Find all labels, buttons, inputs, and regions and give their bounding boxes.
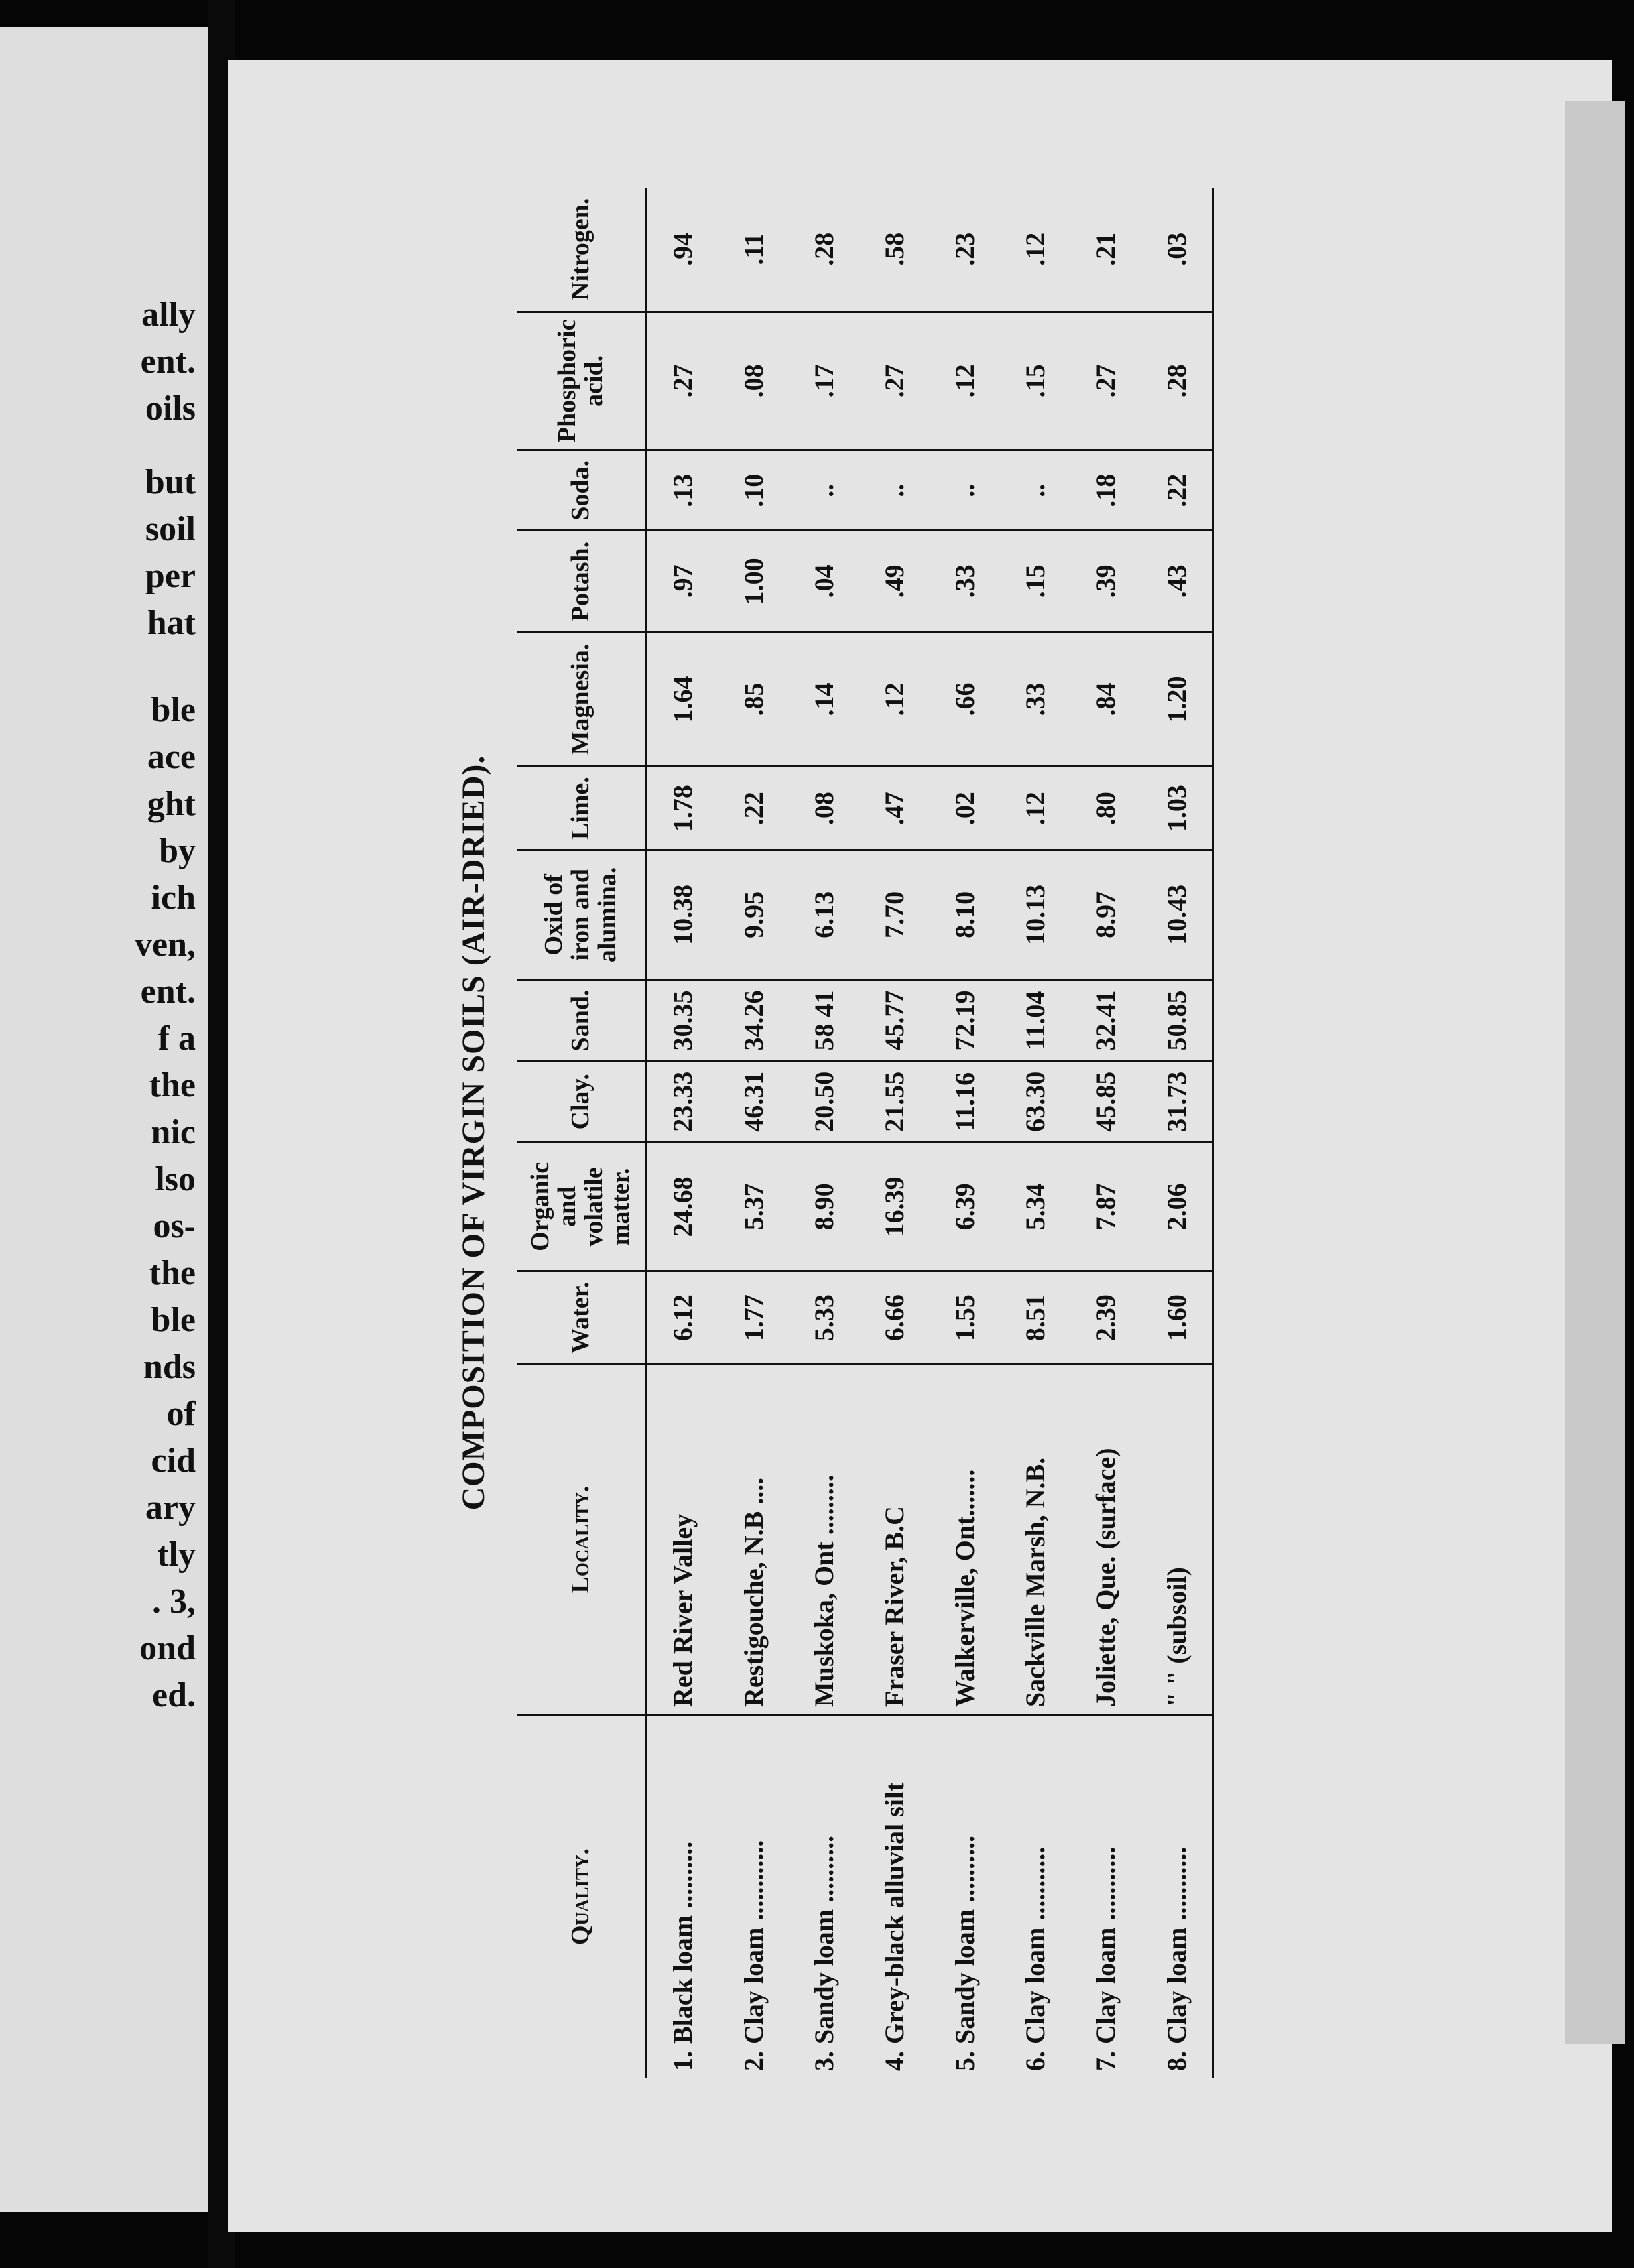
cell-clay: 31.73: [1141, 1062, 1213, 1142]
cell-locality: Fraser River, B.C: [859, 1365, 930, 1715]
cell-quality: 5. Sandy loam ..........: [950, 1835, 981, 2071]
previous-page-text-fragment: nic: [151, 1113, 196, 1151]
cell-quality: 2. Clay loam ............: [738, 1840, 769, 2071]
cell-water: 5.33: [789, 1271, 859, 1365]
previous-page-text-fragment: nds: [143, 1348, 196, 1386]
cell-nitrogen: .21: [1070, 188, 1141, 312]
cell-magnesia: .14: [789, 632, 859, 767]
cell-quality: 8. Clay loam ...........: [1141, 1715, 1213, 2078]
header-lime: Lime.: [517, 767, 646, 850]
cell-potash: .33: [930, 531, 1000, 632]
cell-organic: 6.39: [930, 1142, 1000, 1271]
cell-sand: 30.35: [646, 979, 718, 1061]
header-magnesia: Magnesia.: [517, 632, 646, 767]
cell-oxid: 8.10: [930, 850, 1000, 979]
cell-phosphoric: .28: [1141, 312, 1213, 450]
cell-phosphoric: .27: [1070, 312, 1141, 450]
table-wrapper: [517, 188, 1214, 2078]
cell-organic: 2.06: [1141, 1142, 1213, 1271]
cell-water: 8.51: [1000, 1271, 1070, 1365]
cell-lime: .80: [1070, 767, 1141, 850]
cell-clay: 23.33: [646, 1062, 718, 1142]
cell-quality: 7. Clay loam ...........: [1090, 1846, 1121, 2071]
cell-lime: .47: [859, 767, 930, 850]
cell-soda: ..: [930, 450, 1000, 531]
previous-page-text-fragment: hat: [147, 604, 196, 642]
cell-nitrogen: .23: [930, 188, 1000, 312]
cell-magnesia: .12: [859, 632, 930, 767]
cell-organic: 7.87: [1070, 1142, 1141, 1271]
cell-phosphoric: .12: [930, 312, 1000, 450]
cell-sand: 45.77: [859, 979, 930, 1061]
table-row: [718, 188, 788, 2078]
table-row: [646, 188, 718, 2078]
cell-oxid: 10.13: [1000, 850, 1070, 979]
previous-page-text-fragment: . 3,: [152, 1582, 196, 1621]
previous-page-text-fragment: ond: [139, 1629, 196, 1667]
cell-magnesia: .85: [718, 632, 788, 767]
previous-page-strip: [0, 27, 208, 2212]
cell-water: 1.60: [1141, 1271, 1213, 1365]
table-title: COMPOSITION OF VIRGIN SOILS (AIR-DRIED).: [456, 755, 491, 1511]
table-row: [930, 188, 1000, 2078]
cell-phosphoric: .17: [789, 312, 859, 450]
previous-page-text-fragment: f a: [158, 1019, 196, 1058]
cell-soda: ..: [859, 450, 930, 531]
header-quality: Quality.: [517, 1715, 646, 2078]
cell-sand: 34.26: [718, 979, 788, 1061]
cell-locality: Sackville Marsh, N.B.: [1000, 1365, 1070, 1715]
cell-nitrogen: .12: [1000, 188, 1070, 312]
cell-water: 1.77: [718, 1271, 788, 1365]
cell-quality: 4. Grey-black alluvial silt: [879, 1782, 909, 2071]
cell-phosphoric: .15: [1000, 312, 1070, 450]
soil-composition-table: [517, 188, 1214, 2078]
previous-page-text-fragment: ent.: [140, 972, 196, 1011]
cell-nitrogen: .28: [789, 188, 859, 312]
cell-soda: .13: [646, 450, 718, 531]
cell-sand: 50.85: [1141, 979, 1213, 1061]
previous-page-text-fragment: the: [149, 1066, 196, 1105]
cell-lime: 1.78: [646, 767, 718, 850]
table-row: [1000, 188, 1070, 2078]
previous-page-text-fragment: ble: [151, 1301, 196, 1339]
header-potash: Potash.: [517, 531, 646, 632]
previous-page-text-fragment: by: [159, 832, 196, 870]
previous-page-text-fragment: ble: [151, 691, 196, 729]
table-row: [859, 188, 930, 2078]
cell-water: 1.55: [930, 1271, 1000, 1365]
previous-page-text-fragment: ich: [151, 879, 196, 917]
cell-soda: .22: [1141, 450, 1213, 531]
cell-locality: Red River Valley: [646, 1365, 718, 1715]
previous-page-text-fragment: soil: [145, 510, 196, 548]
cell-potash: .15: [1000, 531, 1070, 632]
previous-page-text-fragment: ace: [147, 738, 196, 776]
cell-sand: 58 41: [789, 979, 859, 1061]
previous-page-text-fragment: but: [145, 463, 196, 501]
cell-locality: Muskoka, Ont .........: [789, 1365, 859, 1715]
cell-soda: .18: [1070, 450, 1141, 531]
previous-page-text-fragment: the: [149, 1254, 196, 1292]
cell-clay: 11.16: [930, 1062, 1000, 1142]
cell-water: 6.12: [646, 1271, 718, 1365]
cell-soda: .10: [718, 450, 788, 531]
cell-potash: 1.00: [718, 531, 788, 632]
cell-potash: .04: [789, 531, 859, 632]
cell-sand: 32.41: [1070, 979, 1141, 1061]
header-oxid: Oxid of iron and alumina.: [517, 850, 646, 979]
cell-nitrogen: .94: [646, 188, 718, 312]
cell-quality: 6. Clay loam ...........: [1020, 1846, 1051, 2071]
cell-lime: .22: [718, 767, 788, 850]
previous-page-text-fragment: of: [166, 1395, 196, 1433]
cell-oxid: 10.43: [1141, 850, 1213, 979]
cell-lime: .08: [789, 767, 859, 850]
cell-phosphoric: .27: [859, 312, 930, 450]
cell-locality: " " (subsoil): [1141, 1365, 1213, 1715]
header-locality: Locality.: [517, 1365, 646, 1715]
cell-lime: 1.03: [1141, 767, 1213, 850]
previous-page-text-fragment: ven,: [135, 926, 196, 964]
cell-potash: .97: [646, 531, 718, 632]
cell-sand: 11.04: [1000, 979, 1070, 1061]
cell-nitrogen: .11: [718, 188, 788, 312]
previous-page-text-fragment: tly: [157, 1535, 196, 1574]
rotated-table-panel: [444, 188, 1214, 2078]
previous-page-text-fragment: ally: [141, 296, 196, 334]
previous-page-text-fragment: lso: [155, 1160, 196, 1198]
cell-clay: 63.30: [1000, 1062, 1070, 1142]
header-organic: Organic and volatile matter.: [517, 1142, 646, 1271]
cell-potash: .43: [1141, 531, 1213, 632]
header-sand: Sand.: [517, 979, 646, 1061]
cell-locality: Restigouche, N.B ....: [718, 1365, 788, 1715]
cell-magnesia: 1.64: [646, 632, 718, 767]
cell-phosphoric: .08: [718, 312, 788, 450]
previous-page-text-fragment: per: [145, 557, 196, 595]
header-row: [517, 188, 646, 2078]
cell-organic: 5.34: [1000, 1142, 1070, 1271]
cell-organic: 16.39: [859, 1142, 930, 1271]
cell-nitrogen: .03: [1141, 188, 1213, 312]
cell-organic: 24.68: [646, 1142, 718, 1271]
previous-page-text-fragment: cid: [151, 1442, 196, 1480]
cell-clay: 45.85: [1070, 1062, 1141, 1142]
cell-potash: .39: [1070, 531, 1141, 632]
cell-quality: 1. Black loam ..........: [668, 1841, 698, 2071]
cell-locality: Joliette, Que. (surface): [1070, 1365, 1141, 1715]
previous-page-text-fragment: ed.: [152, 1676, 196, 1714]
previous-page-text-fragment: ght: [147, 785, 196, 823]
table-row: [789, 188, 859, 2078]
cell-oxid: 9.95: [718, 850, 788, 979]
cell-locality: Walkerville, Ont.......: [930, 1365, 1000, 1715]
table-row: [1141, 188, 1213, 2078]
cell-clay: 20.50: [789, 1062, 859, 1142]
cell-oxid: 7.70: [859, 850, 930, 979]
cell-sand: 72.19: [930, 979, 1000, 1061]
cell-clay: 46.31: [718, 1062, 788, 1142]
cell-phosphoric: .27: [646, 312, 718, 450]
cell-organic: 5.37: [718, 1142, 788, 1271]
cell-water: 2.39: [1070, 1271, 1141, 1365]
cell-soda: ..: [789, 450, 859, 531]
cell-magnesia: .84: [1070, 632, 1141, 767]
header-clay: Clay.: [517, 1062, 646, 1142]
page-edge: [1565, 101, 1625, 2044]
cell-magnesia: .33: [1000, 632, 1070, 767]
cell-lime: .02: [930, 767, 1000, 850]
table-row: [1070, 188, 1141, 2078]
header-soda: Soda.: [517, 450, 646, 531]
cell-magnesia: .66: [930, 632, 1000, 767]
cell-oxid: 6.13: [789, 850, 859, 979]
previous-page-text-fragment: oils: [145, 389, 196, 428]
cell-lime: .12: [1000, 767, 1070, 850]
previous-page-text-fragment: os-: [153, 1207, 196, 1245]
cell-potash: .49: [859, 531, 930, 632]
cell-organic: 8.90: [789, 1142, 859, 1271]
previous-page-text-fragment: ary: [145, 1489, 196, 1527]
cell-magnesia: 1.20: [1141, 632, 1213, 767]
previous-page-text-fragment: ent.: [140, 342, 196, 381]
cell-oxid: 8.97: [1070, 850, 1141, 979]
cell-soda: ..: [1000, 450, 1070, 531]
cell-oxid: 10.38: [646, 850, 718, 979]
header-phosphoric: Phosphoric acid.: [517, 312, 646, 450]
cell-clay: 21.55: [859, 1062, 930, 1142]
header-water: Water.: [517, 1271, 646, 1365]
cell-water: 6.66: [859, 1271, 930, 1365]
cell-quality: 3. Sandy loam ..........: [808, 1835, 839, 2071]
header-nitrogen: Nitrogen.: [517, 188, 646, 312]
cell-nitrogen: .58: [859, 188, 930, 312]
